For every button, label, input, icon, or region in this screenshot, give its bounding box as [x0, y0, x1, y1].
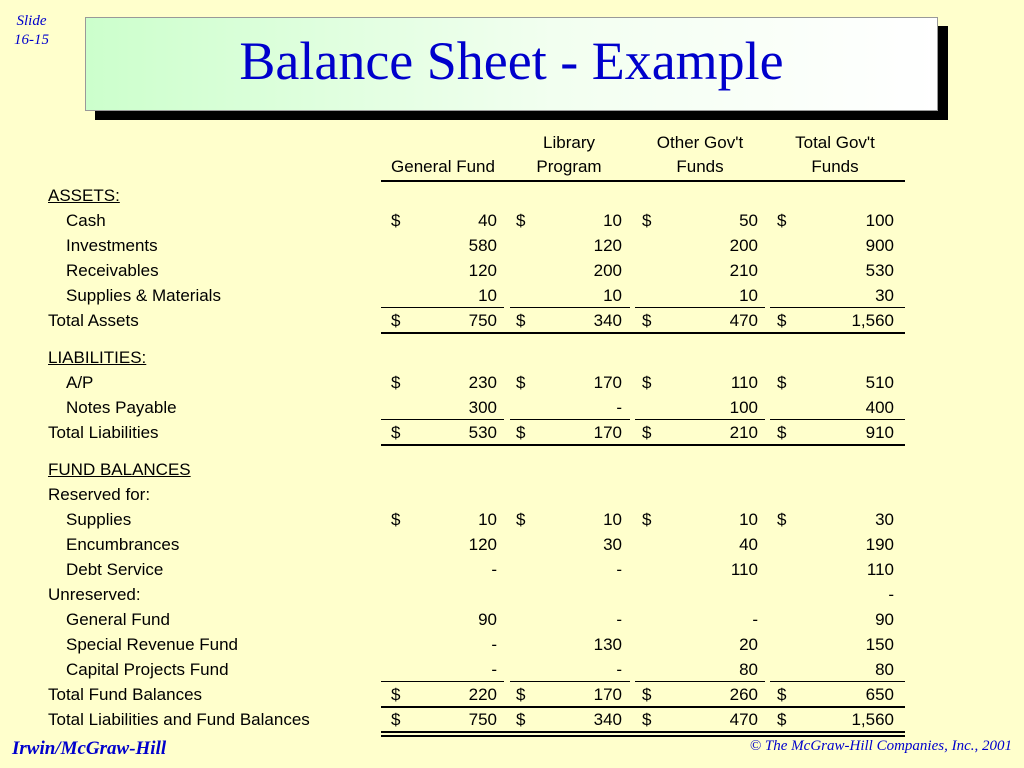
dollar-sign: $	[777, 423, 787, 442]
row-label: ASSETS:	[48, 186, 120, 205]
row-label: Reserved for:	[48, 485, 151, 504]
cell-value: 120	[468, 535, 497, 554]
dollar-sign: $	[391, 510, 401, 529]
cell-value: -	[616, 610, 622, 629]
dollar-sign: $	[391, 710, 401, 729]
cell-value: -	[491, 635, 497, 654]
cell-value: 340	[593, 710, 622, 729]
dollar-sign: $	[777, 710, 787, 729]
dollar-sign: $	[777, 373, 787, 392]
table-row	[0, 532, 1024, 557]
cell-value: 190	[865, 535, 894, 554]
row-label: Special Revenue Fund	[66, 635, 239, 654]
table-row	[0, 632, 1024, 657]
column-header-line1: Total Gov't	[795, 133, 875, 152]
slide-label: Slide	[16, 13, 47, 29]
table-row	[0, 657, 1024, 682]
row-label: Total Assets	[48, 311, 139, 330]
cell-value: 30	[875, 286, 894, 305]
cell-value: -	[616, 398, 622, 417]
column-header-line2: Funds	[811, 157, 859, 176]
column-header-line1: Other Gov't	[656, 133, 744, 152]
cell-value: 100	[729, 398, 758, 417]
slide-number	[14, 12, 49, 50]
cell-value: 170	[593, 373, 622, 392]
cell-value: 200	[729, 236, 758, 255]
table-row	[0, 457, 1024, 482]
cell-value: 150	[865, 635, 894, 654]
dollar-sign: $	[516, 311, 526, 330]
dollar-sign: $	[516, 211, 526, 230]
cell-value: -	[616, 560, 622, 579]
dollar-sign: $	[516, 510, 526, 529]
cell-value: 80	[875, 660, 894, 679]
column-header-line2: General Fund	[391, 157, 495, 176]
publisher-footer: Irwin/McGraw-Hill	[12, 738, 167, 759]
dollar-sign: $	[777, 510, 787, 529]
column-header-line1: Library	[543, 133, 595, 152]
cell-value: -	[491, 660, 497, 679]
column-header	[765, 131, 905, 179]
cell-value: 10	[739, 510, 758, 529]
column-header-line1	[373, 131, 513, 155]
copyright-footer: © The McGraw-Hill Companies, Inc., 2001	[749, 738, 1012, 754]
column-header	[499, 131, 639, 179]
cell-value: 110	[866, 560, 894, 579]
table-row	[0, 682, 1024, 707]
table-row	[0, 370, 1024, 395]
dollar-sign: $	[777, 685, 787, 704]
row-label: Capital Projects Fund	[66, 660, 229, 679]
dollar-sign: $	[391, 423, 401, 442]
row-label: Supplies	[66, 510, 132, 529]
dollar-sign: $	[642, 373, 652, 392]
table-row	[0, 395, 1024, 420]
row-label: FUND BALANCES	[48, 460, 191, 479]
cell-value: 340	[593, 311, 622, 330]
table-row	[0, 283, 1024, 308]
dollar-sign: $	[391, 373, 401, 392]
cell-value: 10	[603, 286, 622, 305]
cell-value: 110	[730, 373, 758, 392]
dollar-sign: $	[516, 710, 526, 729]
dollar-sign: $	[642, 311, 652, 330]
cell-value: 10	[739, 286, 758, 305]
table-row	[0, 557, 1024, 582]
dollar-sign: $	[516, 373, 526, 392]
dollar-sign: $	[777, 311, 787, 330]
row-label: Unreserved:	[48, 585, 141, 604]
double-total-rule	[381, 735, 905, 737]
cell-value: 220	[468, 685, 497, 704]
cell-value: 10	[603, 211, 622, 230]
cell-value: 20	[739, 635, 758, 654]
table-row	[0, 482, 1024, 507]
cell-value: 80	[739, 660, 758, 679]
cell-value: -	[616, 660, 622, 679]
row-label: Total Liabilities	[48, 423, 159, 442]
slide-page: 16-15	[14, 32, 49, 48]
cell-value: 10	[478, 286, 497, 305]
row-label: Debt Service	[66, 560, 164, 579]
row-label: Total Fund Balances	[48, 685, 203, 704]
cell-value: 470	[729, 710, 758, 729]
row-label: A/P	[66, 373, 94, 392]
row-label: Cash	[66, 211, 106, 230]
dollar-sign: $	[516, 423, 526, 442]
row-label: General Fund	[66, 610, 170, 629]
cell-value: 40	[739, 535, 758, 554]
row-label: Investments	[66, 236, 158, 255]
cell-value: 230	[468, 373, 497, 392]
header-rule	[381, 180, 905, 182]
cell-value: -	[888, 585, 894, 604]
table-row	[0, 582, 1024, 607]
row-label: Receivables	[66, 261, 159, 280]
cell-value: 170	[593, 423, 622, 442]
row-label: Notes Payable	[66, 398, 177, 417]
cell-value: 200	[593, 261, 622, 280]
dollar-sign: $	[642, 685, 652, 704]
column-header	[373, 131, 513, 179]
row-label: Encumbrances	[66, 535, 180, 554]
cell-value: -	[491, 560, 497, 579]
cell-value: 10	[478, 510, 497, 529]
cell-value: 470	[729, 311, 758, 330]
dollar-sign: $	[642, 211, 652, 230]
cell-value: 750	[468, 311, 497, 330]
table-row	[0, 208, 1024, 233]
dollar-sign: $	[642, 710, 652, 729]
dollar-sign: $	[777, 211, 787, 230]
cell-value: 650	[865, 685, 894, 704]
table-row	[0, 308, 1024, 333]
cell-value: 210	[729, 261, 758, 280]
cell-value: 300	[468, 398, 497, 417]
cell-value: 1,560	[851, 710, 894, 729]
cell-value: 30	[875, 510, 894, 529]
cell-value: 530	[468, 423, 497, 442]
column-header	[630, 131, 770, 179]
dollar-sign: $	[391, 311, 401, 330]
cell-value: 510	[865, 373, 894, 392]
cell-value: 910	[865, 423, 894, 442]
title-box	[85, 17, 938, 111]
table-row	[0, 345, 1024, 370]
cell-value: -	[752, 610, 758, 629]
table-row	[0, 707, 1024, 732]
column-header-line2: Funds	[676, 157, 724, 176]
cell-value: 110	[730, 560, 758, 579]
cell-value: 260	[729, 685, 758, 704]
cell-value: 90	[875, 610, 894, 629]
cell-value: 750	[468, 710, 497, 729]
row-label: Supplies & Materials	[66, 286, 221, 305]
cell-value: 210	[729, 423, 758, 442]
table-row	[0, 258, 1024, 283]
cell-value: 170	[593, 685, 622, 704]
cell-value: 90	[478, 610, 497, 629]
cell-value: 120	[593, 236, 622, 255]
cell-value: 40	[478, 211, 497, 230]
cell-value: 530	[865, 261, 894, 280]
cell-value: 10	[603, 510, 622, 529]
dollar-sign: $	[642, 423, 652, 442]
row-label: LIABILITIES:	[48, 348, 147, 367]
dollar-sign: $	[516, 685, 526, 704]
cell-value: 900	[865, 236, 894, 255]
cell-value: 120	[468, 261, 497, 280]
dollar-sign: $	[642, 510, 652, 529]
cell-value: 100	[865, 211, 894, 230]
cell-value: 580	[468, 236, 497, 255]
dollar-sign: $	[391, 211, 401, 230]
row-label: Total Liabilities and Fund Balances	[48, 710, 310, 729]
dollar-sign: $	[391, 685, 401, 704]
cell-value: 1,560	[851, 311, 894, 330]
cell-value: 400	[865, 398, 894, 417]
table-row	[0, 233, 1024, 258]
cell-value: 130	[593, 635, 622, 654]
table-row	[0, 507, 1024, 532]
page-title: Balance Sheet - Example	[239, 31, 784, 91]
cell-value: 50	[739, 211, 758, 230]
column-header-line2: Program	[536, 157, 602, 176]
table-row	[0, 420, 1024, 445]
cell-value: 30	[603, 535, 622, 554]
table-row	[0, 607, 1024, 632]
table-row	[0, 183, 1024, 208]
